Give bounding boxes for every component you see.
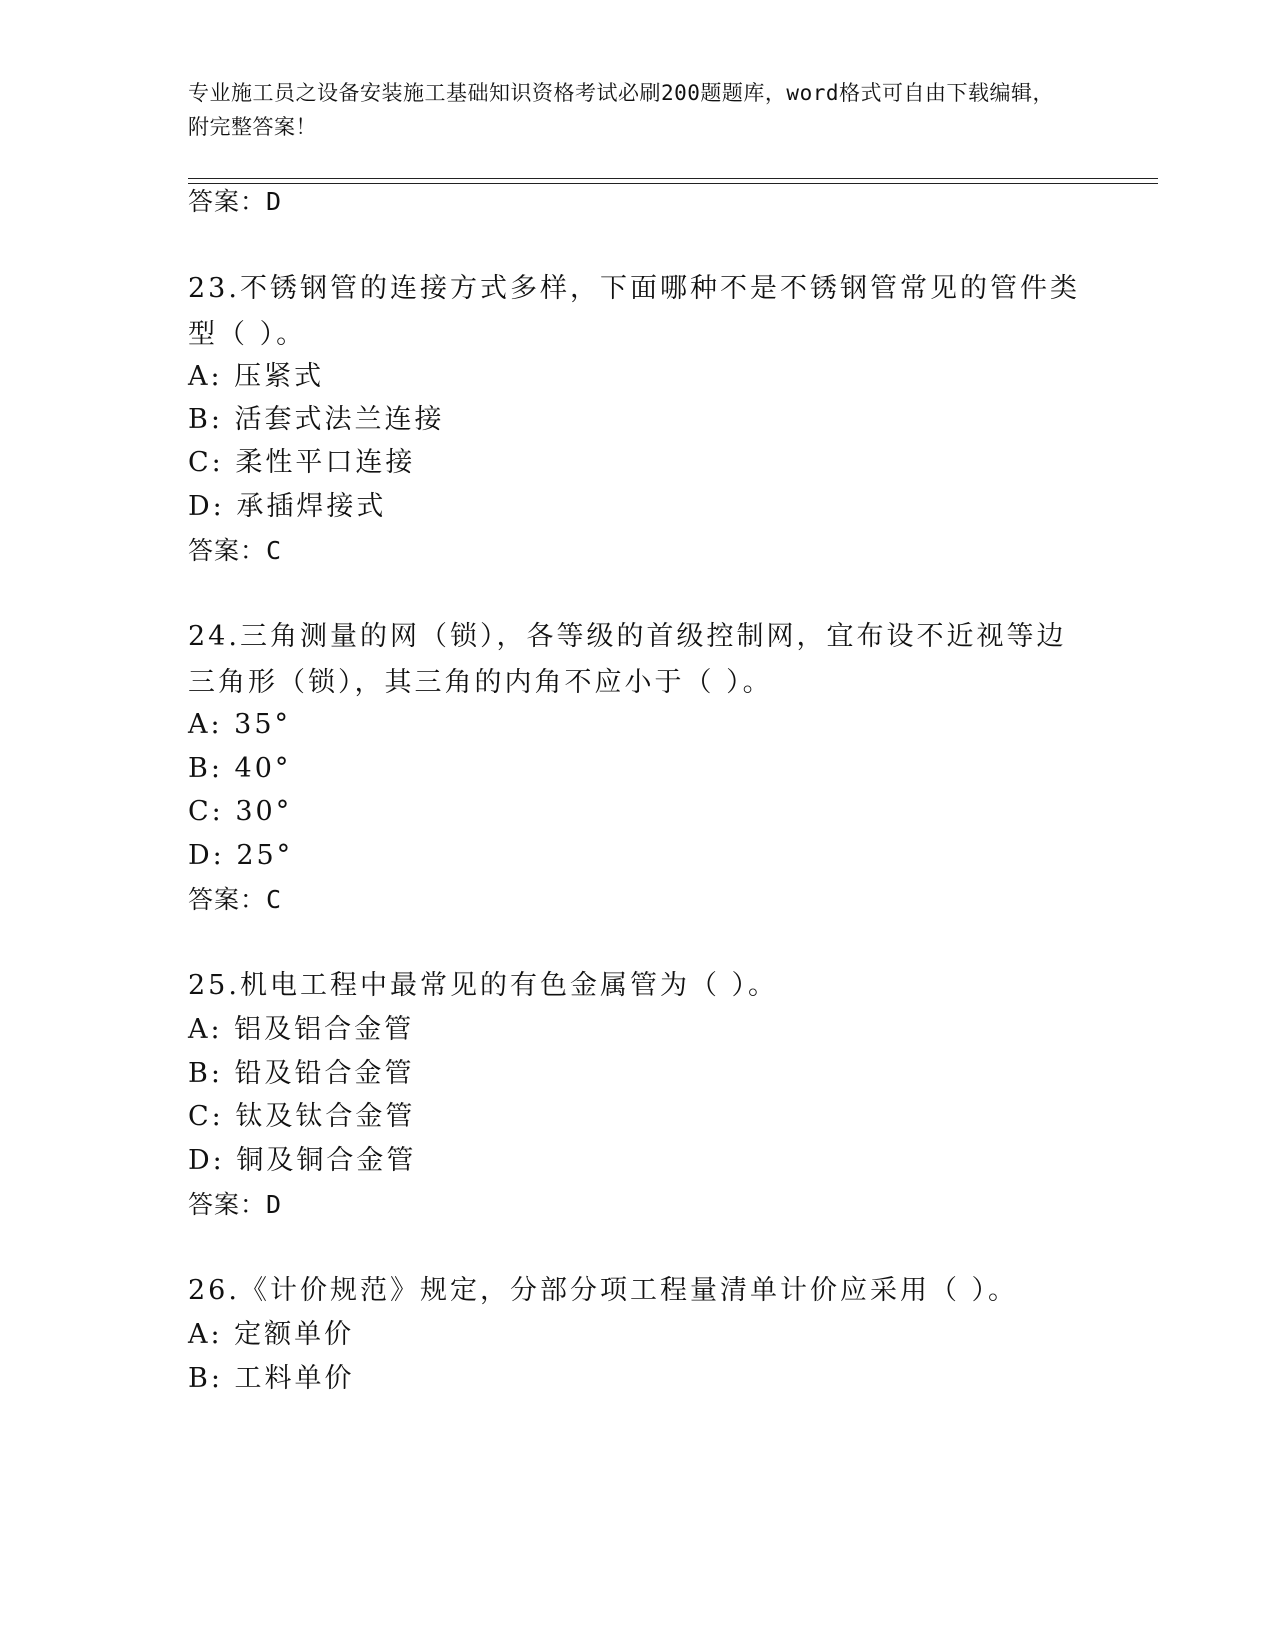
question-24-option-a: A: 35°: [188, 709, 292, 740]
question-24-option-b: B: 40°: [188, 753, 292, 784]
question-25-answer: 答案：D: [188, 1190, 283, 1219]
header-rule-bottom: [188, 183, 1158, 184]
question-26-option-a: A: 定额单价: [188, 1319, 355, 1350]
question-24-option-c: C: 30°: [188, 796, 293, 827]
answer-prev: 答案：D: [188, 187, 283, 216]
question-23-option-d: D: 承插焊接式: [188, 491, 387, 522]
question-24-text: 24.三角测量的网（锁），各等级的首级控制网，宜布设不近视等边三角形（锁），其三角的内角不应小于（ ）。: [188, 621, 1067, 698]
header-rule-top: [188, 178, 1158, 179]
question-23-option-b: B: 活套式法兰连接: [188, 404, 445, 435]
question-26-text: 26.《计价规范》规定，分部分项工程量清单计价应采用（ ）。: [188, 1275, 1019, 1306]
question-23-answer: 答案：C: [188, 536, 283, 565]
question-25-option-a: A: 铝及铝合金管: [188, 1014, 415, 1045]
question-26-option-b: B: 工料单价: [188, 1363, 355, 1394]
document-header: 专业施工员之设备安装施工基础知识资格考试必刷200题题库，word格式可自由下载编辑，附完整答案！: [188, 81, 1054, 139]
question-25-option-c: C: 钛及钛合金管: [188, 1101, 416, 1132]
question-25-option-b: B: 铅及铅合金管: [188, 1058, 415, 1089]
question-24-option-d: D: 25°: [188, 840, 294, 871]
question-25-option-d: D: 铜及铜合金管: [188, 1145, 417, 1176]
question-23-option-c: C: 柔性平口连接: [188, 447, 416, 478]
question-25-text: 25.机电工程中最常见的有色金属管为（ ）。: [188, 970, 779, 1001]
question-23-option-a: A: 压紧式: [188, 361, 325, 392]
question-23-text: 23.不锈钢管的连接方式多样，下面哪种不是不锈钢管常见的管件类型（ ）。: [188, 273, 1080, 350]
question-24-answer: 答案：C: [188, 885, 283, 914]
